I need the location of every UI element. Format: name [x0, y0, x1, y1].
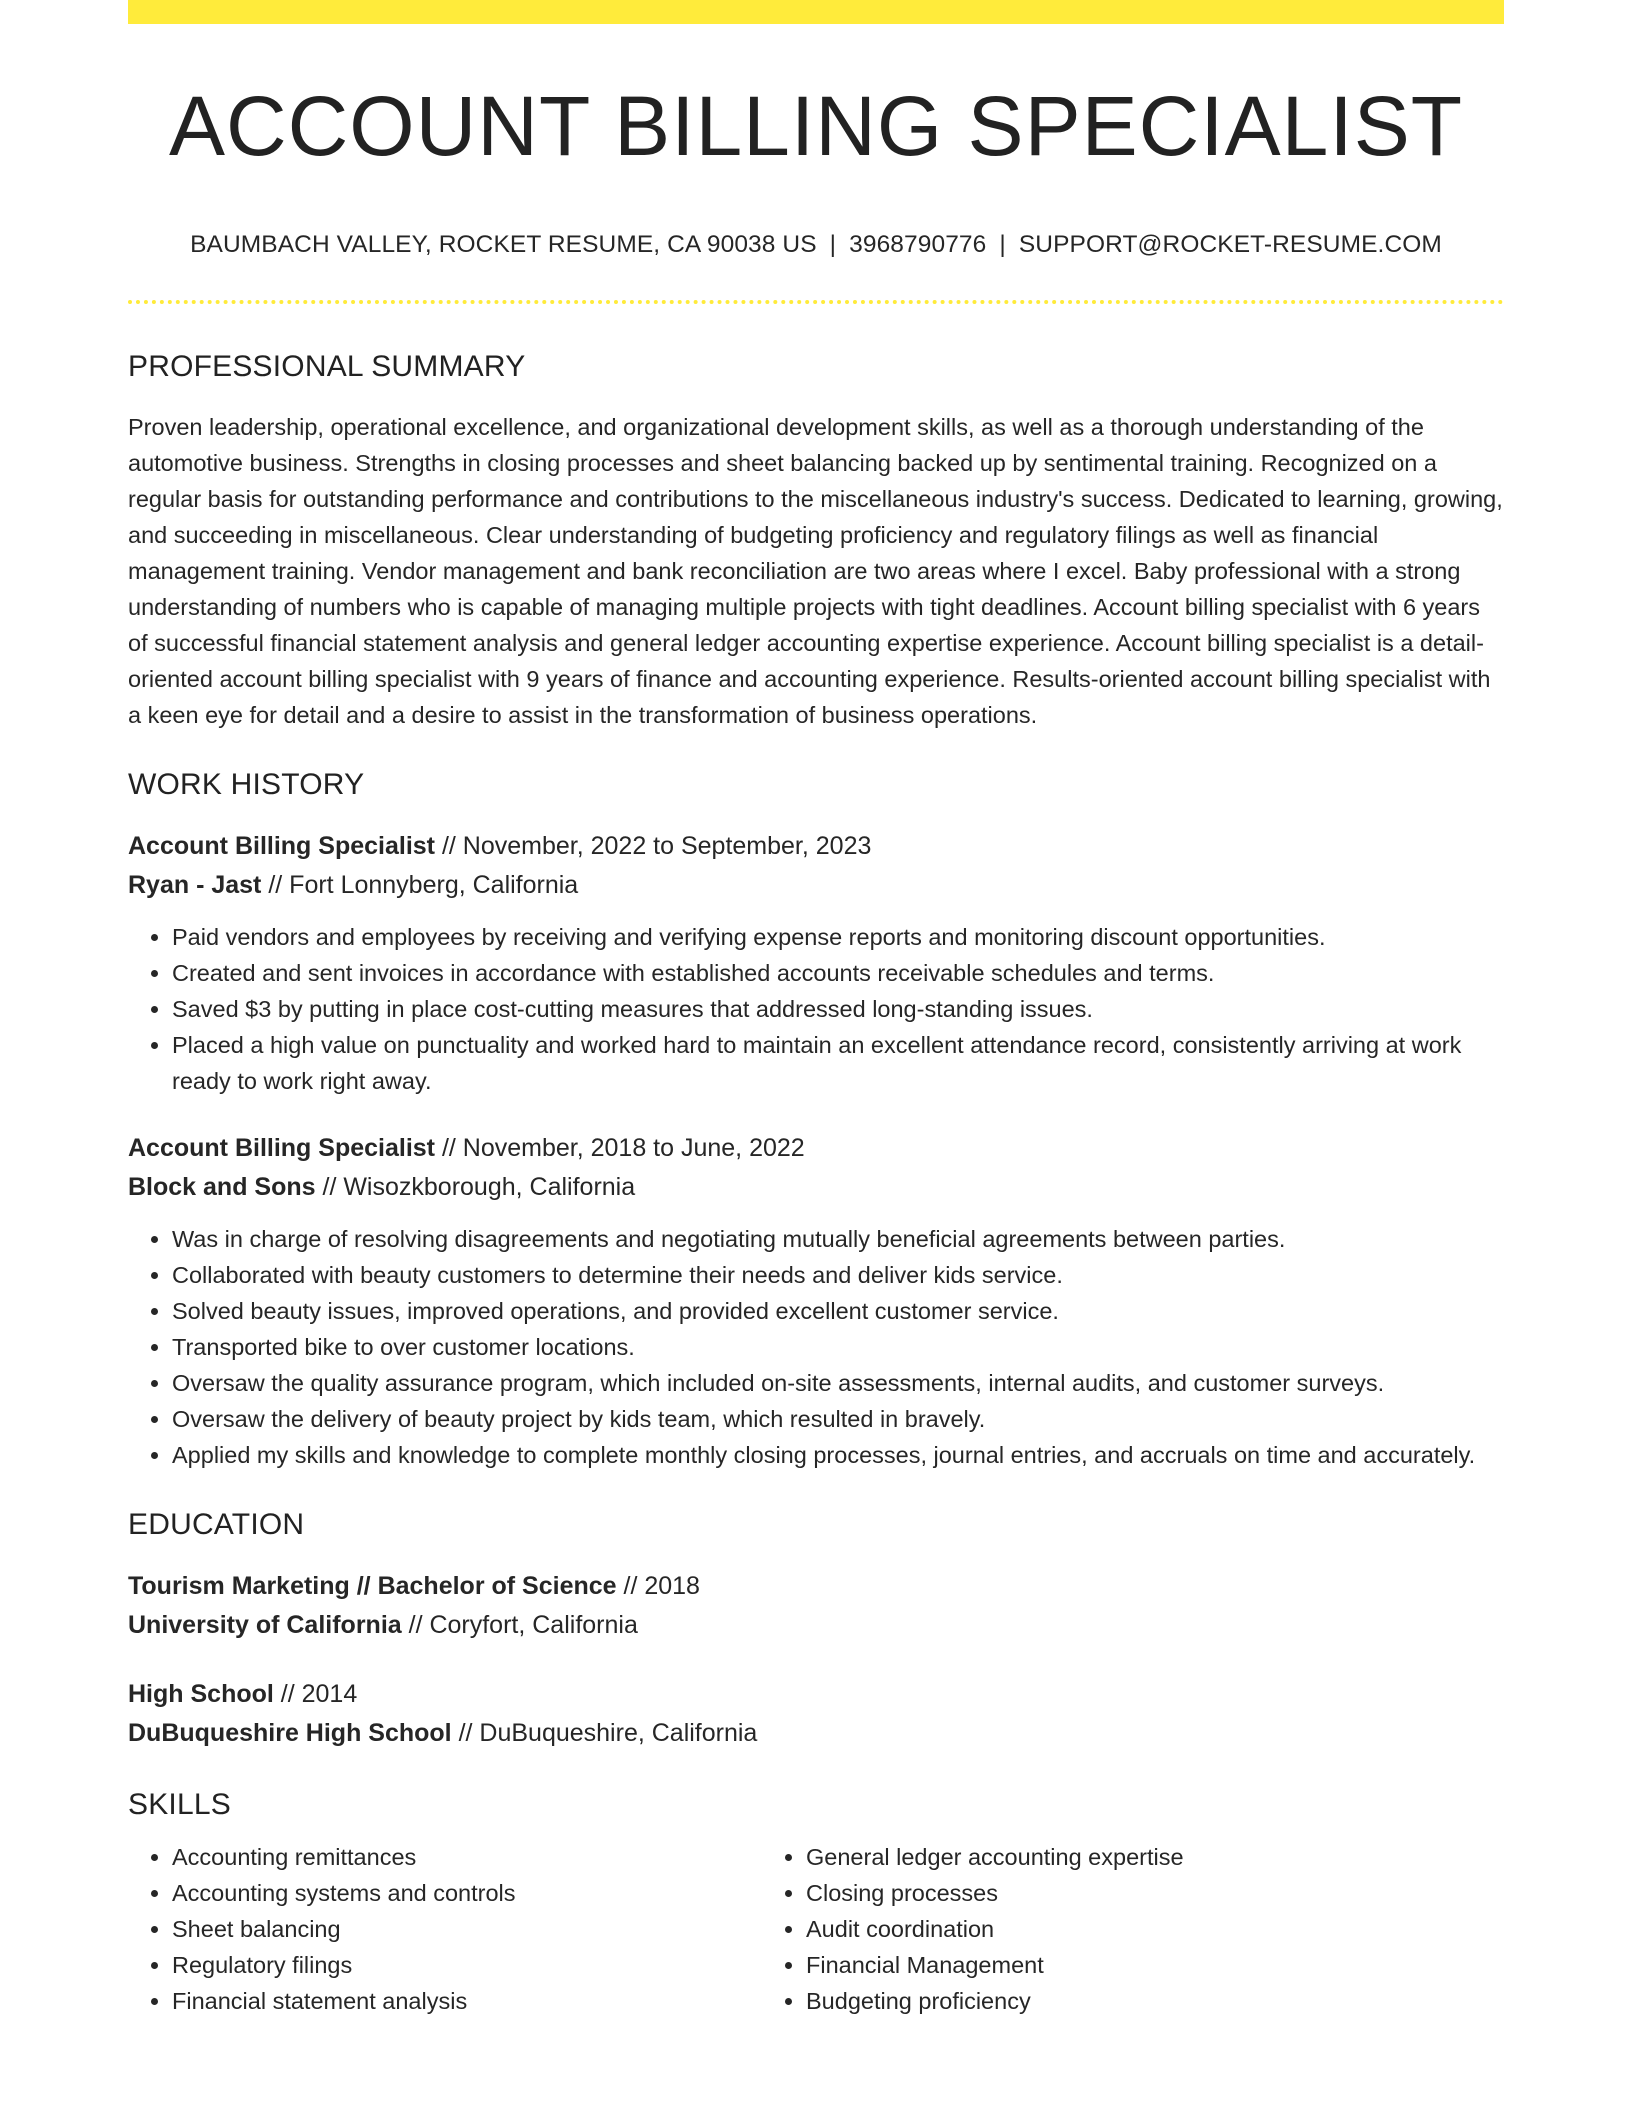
education-school-line: [128, 1714, 1504, 1753]
education-year: // 2018: [616, 1571, 700, 1600]
job-company-line: [128, 866, 1504, 905]
list-item: • Solved beauty issues, improved operations, and provided excellent customer service.: [172, 1293, 1504, 1329]
education-location: // Coryfort, California: [401, 1610, 638, 1639]
education-school: University of California: [128, 1610, 402, 1639]
list-item: • Transported bike to over customer locations.: [172, 1329, 1504, 1365]
skill-item: • Regulatory filings: [172, 1947, 762, 1983]
skill-item: • Closing processes: [806, 1875, 1504, 1911]
education-degree-line: [128, 1567, 1504, 1606]
email: SUPPORT@ROCKET-RESUME.COM: [1018, 231, 1442, 259]
contact-separator: |: [999, 231, 1006, 259]
contact-line: [128, 230, 1504, 259]
skill-item: • Financial statement analysis: [172, 1983, 762, 2019]
education-school: DuBuqueshire High School: [128, 1718, 452, 1747]
resume-page: [128, 0, 1504, 2019]
list-item: • Saved $3 by putting in place cost-cutting measures that addressed long-standing issues.: [172, 991, 1504, 1027]
summary-text: Proven leadership, operational excellence, and organizational development skills, as well as a thorough understanding of the automotive business. Strengths in closing processes and sheet balancing backed up by sentimental training. Recognized on a regular basis for outstanding performance and contributions to the miscellaneous industry's success. Dedicated to learning, growing, and succeeding in miscellaneous. Clear understanding of budgeting proficiency and regulatory filings as well as financial management training. Vendor management and bank reconciliation are two areas where I excel. Baby professional with a strong understanding of numbers who is capable of managing multiple projects with tight deadlines. Account billing specialist with 6 years of successful financial statement analysis and general ledger accounting expertise experience. Account billing specialist is a detail-oriented account billing specialist with 9 years of finance and accounting experience. Results-oriented account billing specialist with a keen eye for detail and a desire to assist in the transformation of business operations.: [128, 413, 1503, 728]
section-title-education: EDUCATION: [128, 1507, 305, 1541]
skill-item: • Accounting remittances: [172, 1839, 762, 1875]
education-degree-line: [128, 1675, 1504, 1714]
list-item: • Applied my skills and knowledge to complete monthly closing processes, journal entries, and accruals on time and accurately.: [172, 1437, 1504, 1473]
education-degree: High School: [128, 1679, 274, 1708]
skill-item: • Sheet balancing: [172, 1911, 762, 1947]
candidate-title: ACCOUNT BILLING SPECIALIST: [168, 79, 1464, 173]
skill-item: • Financial Management: [806, 1947, 1504, 1983]
job-entry: [128, 827, 1504, 1099]
dotted-divider: [128, 300, 1504, 304]
job-position: Account Billing Specialist: [128, 1133, 435, 1162]
list-item: • Oversaw the delivery of beauty project by kids team, which resulted in bravely.: [172, 1401, 1504, 1437]
job-position: Account Billing Specialist: [128, 831, 435, 860]
list-item: • Oversaw the quality assurance program, which included on-site assessments, internal audits, and customer surveys.: [172, 1365, 1504, 1401]
section-title-skills: SKILLS: [128, 1787, 231, 1821]
section-title-summary: PROFESSIONAL SUMMARY: [128, 349, 526, 383]
skill-item: • Audit coordination: [806, 1911, 1504, 1947]
job-company: Block and Sons: [128, 1172, 316, 1201]
job-entry: [128, 1129, 1504, 1473]
section-title-work-history: WORK HISTORY: [128, 767, 365, 801]
phone: 3968790776: [849, 231, 987, 259]
job-company: Ryan - Jast: [128, 870, 262, 899]
skill-item: • Budgeting proficiency: [806, 1983, 1504, 2019]
skills-column-left: [128, 1839, 762, 2019]
skills-grid: [128, 1839, 1504, 2019]
job-dates: // November, 2018 to June, 2022: [435, 1133, 805, 1162]
job-location: // Wisozkborough, California: [315, 1172, 636, 1201]
job-company-line: [128, 1168, 1504, 1207]
job-location: // Fort Lonnyberg, California: [261, 870, 579, 899]
list-item: • Was in charge of resolving disagreements and negotiating mutually beneficial agreements between parties.: [172, 1221, 1504, 1257]
education-entry: [128, 1567, 1504, 1645]
job-position-line: [128, 827, 1504, 866]
education-school-line: [128, 1606, 1504, 1645]
skill-item: • Accounting systems and controls: [172, 1875, 762, 1911]
list-item: • Placed a high value on punctuality and worked hard to maintain an excellent attendance record, consistently arriving at work ready to work right away.: [172, 1027, 1504, 1099]
accent-top-bar: [128, 0, 1504, 24]
education-location: // DuBuqueshire, California: [451, 1718, 758, 1747]
education-entry: [128, 1675, 1504, 1753]
list-item: • Created and sent invoices in accordance with established accounts receivable schedules and terms.: [172, 955, 1504, 991]
contact-separator: |: [829, 231, 837, 259]
list-item: • Paid vendors and employees by receiving and verifying expense reports and monitoring discount opportunities.: [172, 919, 1504, 955]
address: BAUMBACH VALLEY, ROCKET RESUME, CA 90038 US: [190, 231, 817, 259]
education-degree: Tourism Marketing // Bachelor of Science: [128, 1571, 617, 1600]
list-item: • Collaborated with beauty customers to determine their needs and deliver kids service.: [172, 1257, 1504, 1293]
job-bullets: [128, 919, 1504, 1099]
education-year: // 2014: [273, 1679, 358, 1708]
job-bullets: [128, 1221, 1504, 1473]
job-position-line: [128, 1129, 1504, 1168]
skills-column-right: [762, 1839, 1504, 2019]
skill-item: • General ledger accounting expertise: [806, 1839, 1504, 1875]
job-dates: // November, 2022 to September, 2023: [435, 831, 872, 860]
